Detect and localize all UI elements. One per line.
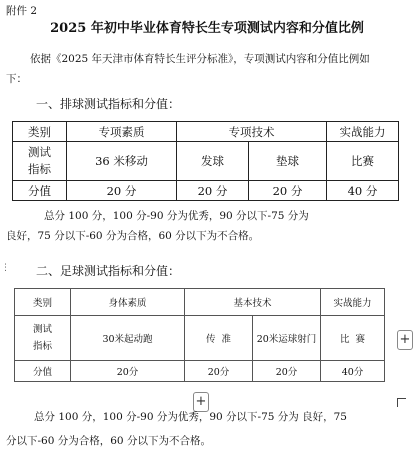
score-cell: 20 分: [177, 181, 249, 201]
add-row-button[interactable]: +: [193, 392, 209, 412]
item-skill-b: 垫球: [249, 142, 327, 181]
header-combat: 实战能力: [327, 122, 399, 142]
table-row: [15, 316, 385, 361]
score-cell: 20分: [253, 361, 321, 382]
volleyball-heading: 一、排球测试指标和分值：: [36, 97, 181, 111]
table-row: [15, 361, 385, 382]
item-combat: 比赛: [327, 142, 399, 181]
document-title: 2025 年初中毕业体育特长生专项测试内容和分值比例: [50, 21, 364, 36]
score-cell: 20 分: [67, 181, 177, 201]
score-cell: 20分: [71, 361, 185, 382]
row-label-test: 测试 指标: [15, 316, 71, 361]
header-category: 类别: [13, 122, 67, 142]
score-cell: 40分: [321, 361, 385, 382]
score-cell: 20 分: [249, 181, 327, 201]
header-skill: 专项技术: [177, 122, 327, 142]
header-fitness: 专项素质: [67, 122, 177, 142]
volleyball-summary-line-1: 总分 100 分，100 分-90 分为优秀，90 分以下-75 分为: [44, 210, 309, 222]
row-label-test: 测试 指标: [13, 142, 67, 181]
football-table: [14, 288, 385, 382]
table-row: [13, 181, 399, 201]
football-summary-line-1: 总分 100 分，100 分-90 分为优秀，90 分以下-75 分为 良好，75: [34, 411, 347, 423]
header-skill: 基本技术: [185, 289, 321, 316]
volleyball-table: [12, 121, 399, 201]
add-column-button[interactable]: +: [397, 330, 413, 350]
table-resize-handle-icon[interactable]: [397, 398, 406, 407]
row-label-score: 分值: [15, 361, 71, 382]
drag-handle-icon[interactable]: ⋮: [1, 263, 10, 273]
header-category: 类别: [15, 289, 71, 316]
football-heading: 二、足球测试指标和分值：: [36, 264, 181, 278]
item-skill-b: 20米运球射门: [253, 316, 321, 361]
table-row: [13, 142, 399, 181]
volleyball-summary-line-2: 良好，75 分以下-60 分为合格，60 分以下为不合格。: [6, 230, 260, 242]
item-fitness: 30米起动跑: [71, 316, 185, 361]
header-fitness: 身体素质: [71, 289, 185, 316]
intro-line-1: 依据《2025 年天津市体育特长生评分标准》，专项测试内容和分值比例如: [30, 53, 370, 65]
score-cell: 20分: [185, 361, 253, 382]
intro-line-2: 下：: [6, 73, 27, 85]
item-fitness: 36 米移动: [67, 142, 177, 181]
table-row: [13, 122, 399, 142]
football-summary-line-2: 分以下-60 分为合格，60 分以下为不合格。: [6, 435, 211, 447]
score-cell: 40 分: [327, 181, 399, 201]
attachment-label: 附件 2: [6, 5, 38, 17]
table-row: [15, 289, 385, 316]
item-combat: 比 赛: [321, 316, 385, 361]
item-skill-a: 传 准: [185, 316, 253, 361]
header-combat: 实战能力: [321, 289, 385, 316]
row-label-score: 分值: [13, 181, 67, 201]
item-skill-a: 发球: [177, 142, 249, 181]
